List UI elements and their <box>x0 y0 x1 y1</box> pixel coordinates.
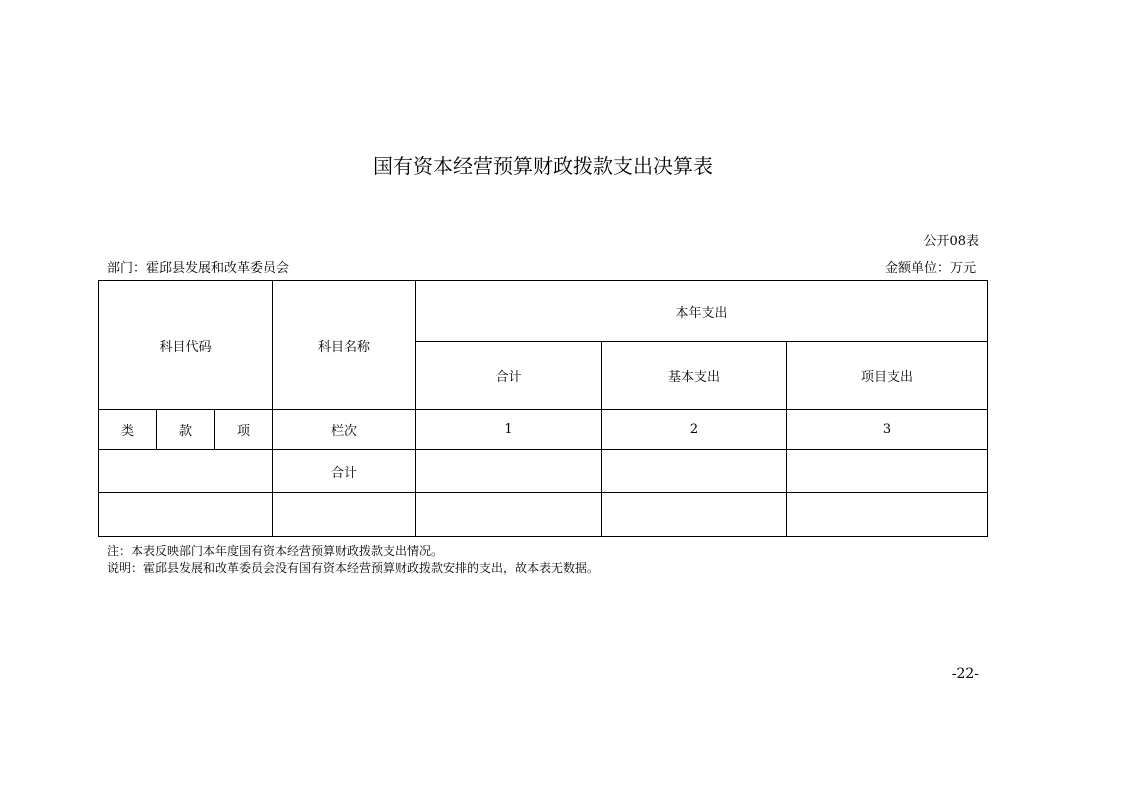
header-row-1 <box>99 281 988 342</box>
expense-table <box>98 280 988 537</box>
empty-row-name-cell <box>273 493 416 537</box>
table-row-total <box>99 450 988 493</box>
total-row-project-cell <box>787 450 988 493</box>
header-subject-name: 科目名称 <box>273 281 416 410</box>
header-col-2: 2 <box>602 410 787 450</box>
notes-block <box>107 543 599 577</box>
explanation-text: 说明：霍邱县发展和改革委员会没有国有资本经营预算财政拨款安排的支出，故本表无数据。 <box>107 561 600 575</box>
form-number: 公开08表 <box>923 234 979 249</box>
header-basic-expense: 基本支出 <box>602 342 787 410</box>
total-row-code-cell <box>99 450 273 493</box>
note-text: 注：本表反映部门本年度国有资本经营预算财政拨款支出情况。 <box>107 544 444 558</box>
header-total: 合计 <box>416 342 602 410</box>
empty-row-code-cell <box>99 493 273 537</box>
header-xiang: 项 <box>215 410 273 450</box>
header-col-1: 1 <box>416 410 602 450</box>
empty-row-basic-cell <box>602 493 787 537</box>
header-lei: 类 <box>99 410 157 450</box>
header-col-3: 3 <box>787 410 988 450</box>
total-row-basic-cell <box>602 450 787 493</box>
empty-row-project-cell <box>787 493 988 537</box>
page-title: 国有资本经营预算财政拨款支出决算表 <box>373 154 713 178</box>
header-column-no: 栏次 <box>273 410 416 450</box>
page-number: -22- <box>951 666 979 682</box>
header-project-expense: 项目支出 <box>787 342 988 410</box>
header-row-3 <box>99 410 988 450</box>
header-current-year-expense: 本年支出 <box>416 281 988 342</box>
header-subject-code: 科目代码 <box>99 281 273 410</box>
header-kuan: 款 <box>157 410 215 450</box>
empty-row-total-cell <box>416 493 602 537</box>
total-row-label: 合计 <box>273 450 416 493</box>
department-label: 部门：霍邱县发展和改革委员会 <box>107 261 290 276</box>
amount-unit-label: 金额单位：万元 <box>884 261 976 276</box>
total-row-total-cell <box>416 450 602 493</box>
table-row-empty <box>99 493 988 537</box>
